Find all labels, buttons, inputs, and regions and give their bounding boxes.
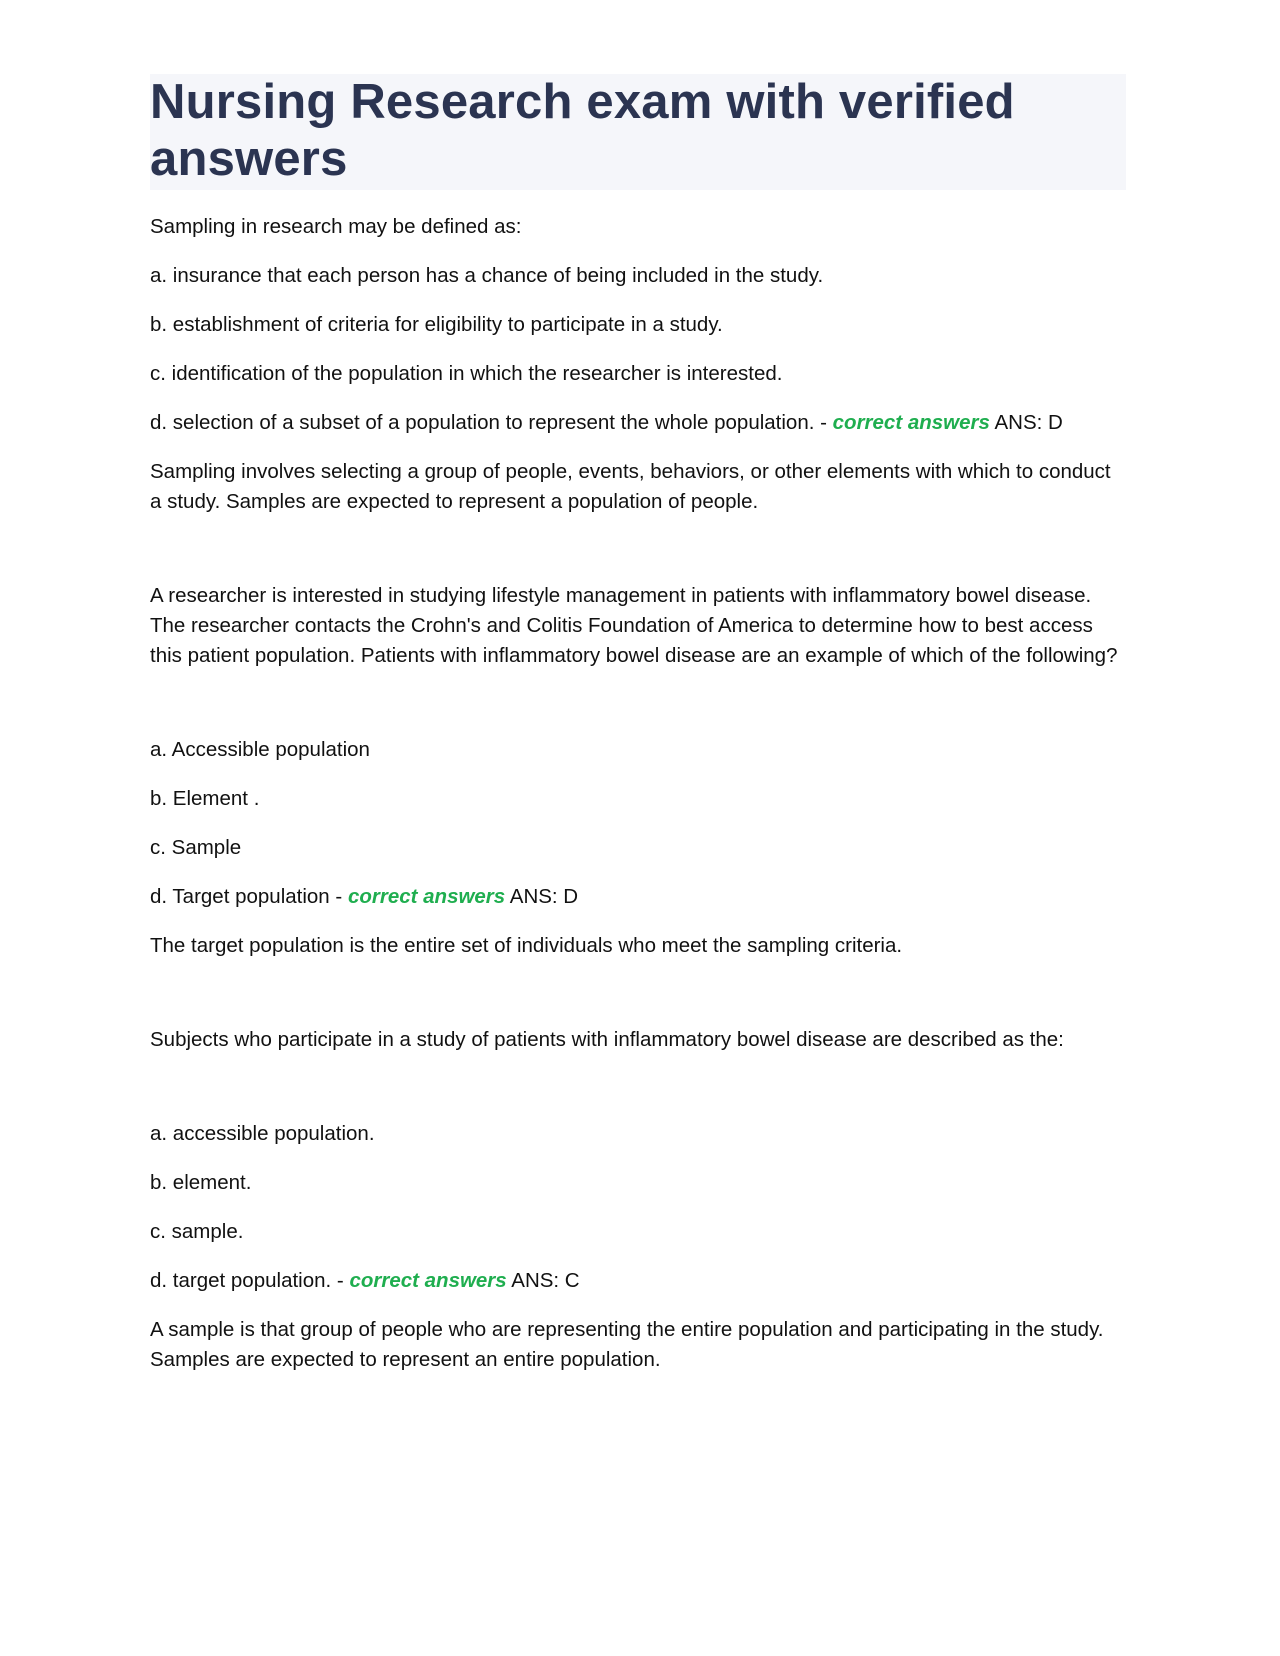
question-2-option-a: a. Accessible population [150,738,370,761]
question-3-option-a: a. accessible population. [150,1122,375,1145]
question-3-option-d [150,1266,1126,1296]
question-2-option-b: b. Element . [150,787,260,810]
question-1 [150,212,1126,517]
question-1-option-c: c. identification of the population in which the researcher is interested. [150,362,783,385]
correct-answers-label: correct answers [347,885,506,908]
spacer [150,690,1126,735]
question-1-answer: ANS: D [989,411,1063,434]
question-2 [150,581,1126,961]
correct-answers-label: correct answers [832,411,990,434]
question-3-option-d-text: d. target population. - [150,1269,350,1292]
question-3-stem: Subjects who participate in a study of patients with inflammatory bowel disease are described as the: [150,1028,1064,1051]
question-3 [150,1025,1126,1375]
title-block [150,74,1126,190]
question-1-option-b: b. establishment of criteria for eligibility to participate in a study. [150,313,723,336]
document-title: Nursing Research exam with verified answers [150,75,1015,186]
question-2-stem: A researcher is interested in studying lifestyle management in patients with inflammatory bowel disease. The researcher contacts the Crohn's and Colitis Foundation of America to determine how to best access this patient population. Patients with inflammatory bowel disease are an example of which of the following? [150,584,1118,667]
question-2-option-c: c. Sample [150,836,242,859]
question-1-stem: Sampling in research may be defined as: [150,215,522,238]
correct-answers-label: correct answers [349,1269,507,1292]
question-3-answer: ANS: C [506,1269,580,1292]
question-1-rationale: Sampling involves selecting a group of people, events, behaviors, or other elements with which to conduct a study. Samples are expected to represent a population of people. [150,460,1111,513]
spacer [150,1074,1126,1119]
spacer [150,980,1126,1025]
question-2-answer: ANS: D [505,885,579,908]
question-1-option-d [150,408,1126,438]
document-page [150,74,1126,1394]
question-3-option-b: b. element. [150,1171,252,1194]
question-2-rationale: The target population is the entire set of individuals who meet the sampling criteria. [150,934,903,957]
question-3-option-c: c. sample. [150,1220,244,1243]
spacer [150,536,1126,581]
question-1-option-a: a. insurance that each person has a chance of being included in the study. [150,264,824,287]
question-2-option-d-text: d. Target population - [150,885,348,908]
question-3-rationale: A sample is that group of people who are representing the entire population and participating in the study. Samples are expected to represent an entire population. [150,1318,1104,1371]
question-1-option-d-text: d. selection of a subset of a population to represent the whole population. - [150,411,833,434]
question-2-option-d [150,882,1126,912]
